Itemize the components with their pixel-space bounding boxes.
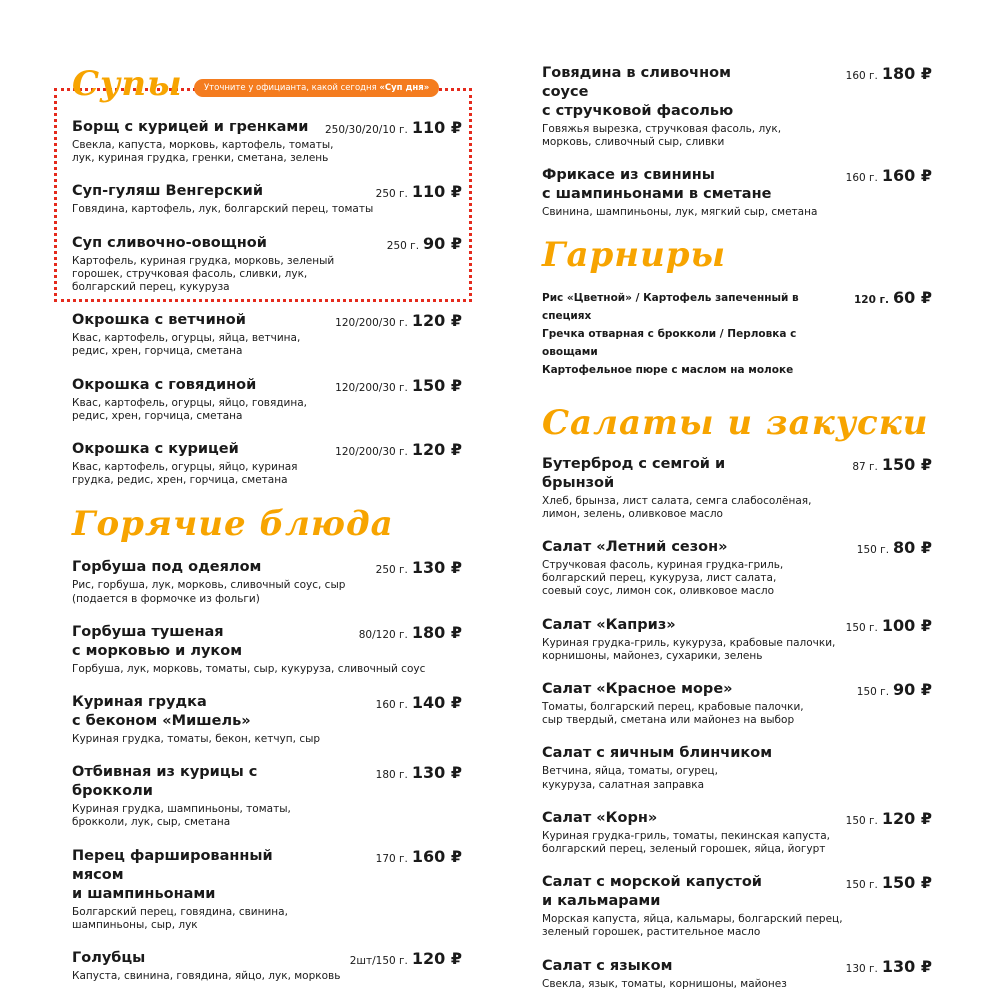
menu-item-header xyxy=(72,763,462,801)
menu-item-price-group xyxy=(846,166,932,188)
menu-item-header xyxy=(72,118,462,137)
menu-item xyxy=(72,623,462,676)
menu-item-price: 100 ₽ xyxy=(881,615,932,635)
menu-item-price: 150 ₽ xyxy=(881,873,932,893)
menu-item-header xyxy=(72,623,462,661)
menu-item-name: Салат с морской капустой и кальмарами xyxy=(542,874,762,910)
menu-item-header xyxy=(72,234,462,253)
menu-item-price: 160 ₽ xyxy=(411,846,462,866)
menu-item xyxy=(72,558,462,605)
menu-item-name: Суп-гуляш Венгерский xyxy=(72,183,263,200)
menu-item xyxy=(72,847,462,932)
menu-item xyxy=(542,64,932,149)
menu-item-price-group xyxy=(846,957,932,979)
menu-item-price-group xyxy=(857,680,932,702)
menu-item-price: 110 ₽ xyxy=(411,182,462,202)
menu-item-weight: 150 г. xyxy=(845,621,878,634)
menu-item-price: 160 ₽ xyxy=(881,166,932,186)
menu-item-weight: 150 г. xyxy=(856,686,890,699)
menu-item-price: 120 ₽ xyxy=(881,808,932,828)
menu-item-name: Голубцы xyxy=(72,950,146,967)
menu-item-weight: 180 г. xyxy=(375,769,408,782)
menu-item-description: Квас, картофель, огурцы, яйцо, куриная грудка, редис, хрен, горчица, сметана xyxy=(72,461,298,487)
menu-item-weight: 80/120 г. xyxy=(358,628,408,641)
menu-item-price: 80 ₽ xyxy=(893,538,932,558)
menu-item-description: Квас, картофель, огурцы, яйцо, говядина, редис, хрен, горчица, сметана xyxy=(72,396,308,422)
menu-item-price-group xyxy=(335,440,462,462)
menu-item-price: 140 ₽ xyxy=(411,693,462,713)
menu-item xyxy=(542,455,932,521)
menu-item-name: Окрошка с курицей xyxy=(72,441,239,458)
menu-item-description: Куриная грудка-гриль, кукуруза, крабовые палочки, корнишоны, майонез, сухарики, зелень xyxy=(542,636,836,662)
menu-item-name: Куриная грудка с беконом «Мишель» xyxy=(72,694,251,730)
menu-item-price-group xyxy=(335,376,462,398)
menu-item-price-group xyxy=(376,558,462,580)
menu-item-description: Картофель, куриная грудка, морковь, зеленый горошек, стручковая фасоль, сливки, лук, болгарский перец, кукуруза xyxy=(72,254,335,294)
menu-item-name: Отбивная из курицы с брокколи xyxy=(72,764,258,800)
menu-item xyxy=(72,949,462,983)
menu-item-weight: 170 г. xyxy=(375,852,408,865)
section-title-salads: Салаты и закуски xyxy=(542,402,929,443)
menu-item-weight: 160 г. xyxy=(375,699,408,712)
soup-note-highlight: «Суп дня» xyxy=(379,83,430,93)
menu-item-header xyxy=(542,616,932,635)
menu-item-price-group xyxy=(376,693,462,715)
menu-item-price: 130 ₽ xyxy=(881,956,932,976)
section-title-garnish: Гарниры xyxy=(542,234,727,275)
menu-item-name: Салат с языком xyxy=(542,957,673,974)
menu-item xyxy=(542,873,932,939)
menu-item-price: 150 ₽ xyxy=(881,454,932,474)
menu-item-price-group xyxy=(846,616,932,638)
menu-item-header xyxy=(542,809,932,828)
menu-item-description: Морская капуста, яйца, кальмары, болгарский перец, зеленый горошек, растительное масло xyxy=(542,913,843,939)
menu-item-header xyxy=(72,182,462,201)
garnish-price xyxy=(854,288,932,310)
menu-item xyxy=(542,616,932,663)
menu-item-name: Окрошка с говядиной xyxy=(72,376,257,393)
menu-item-price: 90 ₽ xyxy=(423,233,462,253)
menu-item-price: 110 ₽ xyxy=(411,118,462,137)
menu-item-header xyxy=(542,744,932,763)
menu-item-weight: 250 г. xyxy=(375,564,408,577)
hot-dishes-list xyxy=(72,558,462,983)
menu-item-description: Томаты, болгарский перец, крабовые палочки, сыр твердый, сметана или майонез на выбор xyxy=(542,701,804,727)
menu-item-price-group xyxy=(335,311,462,333)
hot-dishes-continued-list xyxy=(542,64,932,220)
menu-item-header xyxy=(542,455,932,493)
menu-item-name: Салат «Красное море» xyxy=(542,681,733,698)
menu-item-header xyxy=(542,166,932,204)
salads-list xyxy=(542,455,932,991)
menu-item-name: Говядина в сливочном соусе с стручковой фасолью xyxy=(542,65,734,119)
menu-item-description: Болгарский перец, говядина, свинина, шампиньоны, сыр, лук xyxy=(72,905,288,931)
menu-item-description: Свинина, шампиньоны, лук, мягкий сыр, сметана xyxy=(542,206,818,219)
menu-item-description: Куриная грудка, томаты, бекон, кетчуп, сыр xyxy=(72,733,321,746)
menu-item-price: 90 ₽ xyxy=(893,680,932,700)
menu-item-weight: 130 г. xyxy=(845,962,878,975)
menu-item-price: 150 ₽ xyxy=(411,375,462,395)
menu-item-name: Перец фаршированный мясом и шампиньонами xyxy=(72,847,273,902)
menu-item-header xyxy=(72,440,462,459)
menu-item-price: 120 ₽ xyxy=(411,949,462,969)
menu-item xyxy=(72,376,462,423)
menu-item xyxy=(542,957,932,991)
menu-item xyxy=(72,234,462,295)
menu-item xyxy=(72,763,462,829)
menu-item-weight: 120/200/30 г. xyxy=(335,381,408,394)
menu-item-description: Квас, картофель, огурцы, яйца, ветчина, редис, хрен, горчица, сметана xyxy=(72,332,301,358)
menu-item xyxy=(72,693,462,746)
menu-item-weight: 150 г. xyxy=(845,879,878,892)
menu-item-description: Свекла, язык, томаты, корнишоны, майонез xyxy=(542,977,787,990)
soup-note-text: Уточните у официанта, какой сегодня xyxy=(204,83,380,93)
menu-item xyxy=(72,440,462,487)
menu-item-weight: 120/200/30 г. xyxy=(335,317,408,330)
menu-item-header xyxy=(72,949,462,968)
menu-item-header xyxy=(542,680,932,699)
menu-item-name: Горбуша тушеная с морковью и луком xyxy=(72,623,243,659)
menu-item-name: Окрошка с ветчиной xyxy=(72,312,246,329)
left-column xyxy=(72,66,462,1000)
menu-item-weight: 160 г. xyxy=(845,172,878,185)
menu-item-price-group xyxy=(376,763,462,785)
menu-item-weight: 2шт/150 г. xyxy=(349,955,408,968)
menu-item-price: 120 ₽ xyxy=(411,311,462,331)
menu-item-weight: 150 г. xyxy=(856,544,890,557)
menu-item xyxy=(542,680,932,727)
menu-item-description: Рис, горбуша, лук, морковь, сливочный соус, сыр (подается в формочке из фольги) xyxy=(72,579,346,605)
menu-item-description: Куриная грудка-гриль, томаты, пекинская капуста, болгарский перец, зеленый горошек, яйца, йогурт xyxy=(542,829,830,856)
menu-item-header xyxy=(542,64,932,121)
menu-item-header xyxy=(72,847,462,904)
menu-item-description: Хлеб, брынза, лист салата, семга слабосолёная, лимон, зелень, оливковое масло xyxy=(542,494,812,520)
menu-item-price: 130 ₽ xyxy=(411,558,462,578)
menu-item-description: Куриная грудка, шампиньоны, томаты, брокколи, лук, сыр, сметана xyxy=(72,803,291,829)
menu-item xyxy=(542,809,932,856)
garnish-block xyxy=(542,289,932,379)
menu-item-header xyxy=(542,957,932,976)
menu-item xyxy=(72,182,462,216)
menu-item-name: Бутерброд с семгой и брынзой xyxy=(542,455,726,491)
menu-item-price-group xyxy=(857,538,932,560)
menu-item-price-group xyxy=(852,455,932,477)
garnish-weight: 120 г. xyxy=(853,293,890,306)
menu-item-header xyxy=(72,311,462,330)
menu-item-description: Ветчина, яйца, томаты, огурец, кукуруза, салатная заправка xyxy=(542,765,718,791)
menu-item-description: Говядина, картофель, лук, болгарский перец, томаты xyxy=(72,203,374,216)
menu-item-weight: 250 г. xyxy=(375,188,408,201)
section-title-hot: Горячие блюда xyxy=(72,504,394,545)
menu-item-price-group xyxy=(350,949,462,971)
menu-item-weight: 250 г. xyxy=(386,239,420,252)
menu-item-header xyxy=(72,376,462,395)
menu-item-price-group xyxy=(846,809,932,831)
menu-item-description: Свекла, капуста, морковь, картофель, томаты, лук, куриная грудка, гренки, сметана, зелень xyxy=(72,139,334,165)
menu-item-header xyxy=(72,558,462,577)
menu-item xyxy=(542,538,932,599)
menu-item-name: Салат «Корн» xyxy=(542,809,658,826)
garnish-line: Картофельное пюре с маслом на молоке xyxy=(542,363,794,376)
menu-item-weight: 250/30/20/10 г. xyxy=(324,124,408,136)
garnish-line: Гречка отварная с брокколи / Перловка с овощами xyxy=(542,327,797,358)
menu-item-name: Борщ с курицей и гренками xyxy=(72,119,309,135)
menu-item-name: Салат «Летний сезон» xyxy=(542,539,728,556)
right-column xyxy=(542,64,932,1008)
menu-item-name: Салат «Каприз» xyxy=(542,616,676,633)
garnish-price-value: 60 ₽ xyxy=(893,287,932,307)
section-title-soups: Супы xyxy=(72,64,183,104)
menu-item-description: Горбуша, лук, морковь, томаты, сыр, кукуруза, сливочный соус xyxy=(72,662,426,675)
menu-item-description: Стручковая фасоль, куриная грудка-гриль, болгарский перец, кукуруза, лист салата, соевый соус, лимон сок, оливковое масло xyxy=(542,559,784,598)
menu-item-weight: 150 г. xyxy=(845,814,878,827)
menu-item-price: 180 ₽ xyxy=(411,622,462,642)
menu-item-description: Капуста, свинина, говядина, яйцо, лук, морковь xyxy=(72,970,341,983)
menu-item-weight: 120/200/30 г. xyxy=(335,446,408,459)
menu-item-price-group xyxy=(846,64,932,86)
menu-item xyxy=(542,166,932,219)
menu-item-price: 130 ₽ xyxy=(411,763,462,783)
menu-item xyxy=(72,118,462,165)
menu-item-weight: 160 г. xyxy=(845,70,878,82)
menu-item-price: 180 ₽ xyxy=(881,64,932,83)
menu-item-price-group xyxy=(928,744,932,766)
soups-list xyxy=(72,118,462,487)
menu-item xyxy=(72,311,462,358)
menu-item-price-group xyxy=(325,118,462,140)
menu-item-price-group xyxy=(846,873,932,895)
menu-item-name: Суп сливочно-овощной xyxy=(72,234,267,251)
garnish-line: Рис «Цветной» / Картофель запеченный в специях xyxy=(542,291,799,322)
menu-item-name: Салат с яичным блинчиком xyxy=(542,745,773,762)
menu-item-header xyxy=(542,873,932,911)
menu-item xyxy=(542,744,932,791)
menu-item-price: 120 ₽ xyxy=(411,440,462,460)
menu-item-description: Говяжья вырезка, стручковая фасоль, лук, морковь, сливочный сыр, сливки xyxy=(542,123,782,149)
menu-item-name: Горбуша под одеялом xyxy=(72,559,262,576)
menu-item-price-group xyxy=(376,182,462,204)
menu-item-price-group xyxy=(376,847,462,869)
menu-item-header xyxy=(72,693,462,731)
menu-item-price-group xyxy=(359,623,462,645)
menu-item-name: Фрикасе из свинины с шампиньонами в сметане xyxy=(542,167,772,203)
menu-item-weight: 87 г. xyxy=(852,460,878,473)
menu-item-price-group xyxy=(387,234,462,256)
menu-item-header xyxy=(542,538,932,557)
